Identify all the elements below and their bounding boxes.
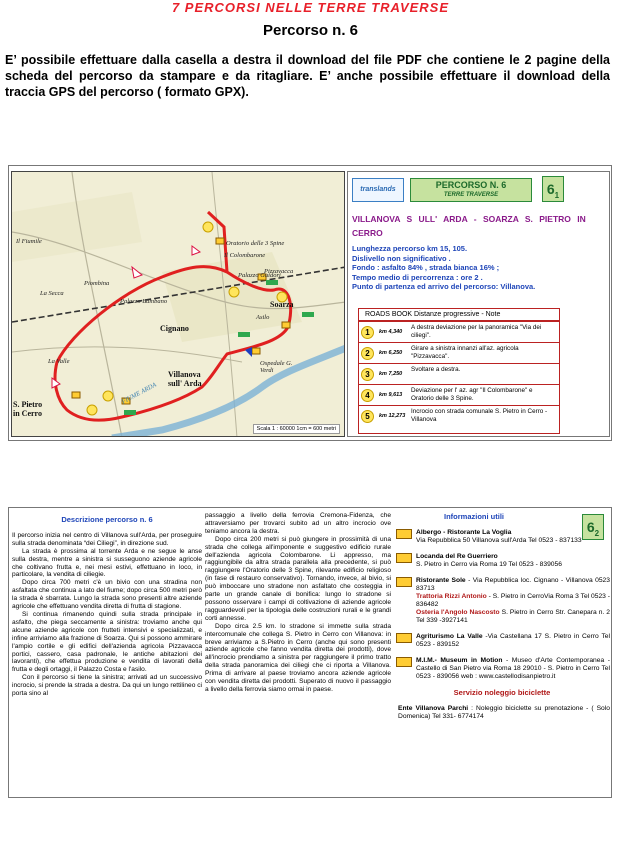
step-km: km 7,250 xyxy=(379,371,403,377)
service-name: Ristorante Sole xyxy=(416,576,466,584)
route-theme: TERRE TRAVERSE xyxy=(443,192,499,198)
services-title: Informazioni utili xyxy=(444,512,504,521)
restaurant-icon xyxy=(396,577,412,587)
bike-rental-details: : Noleggio biciclette su prenotazione - ( Solo Domenica) Tel 331- 6774174 xyxy=(398,704,610,720)
stat-surface: Fondo : asfalto 84% , strada bianca 16% ; xyxy=(352,263,500,272)
road-step xyxy=(359,405,559,426)
step-desc: Deviazione per l' az. agr "Il Colombarone" e Oratorio delle 3 Spine. xyxy=(411,387,533,402)
description-paragraph: La strada è prossima al torrente Arda e ne segue le anse sulla destra, mentre a sinistra si susseguono aziende agricole che coltivano frutta e, nei mesi estivi, effettuano in loco, in particolare, la vendita di ciliegie. xyxy=(12,547,202,579)
map-label-fiumicello: Il Fiumile xyxy=(16,238,42,245)
description-paragraph: Con il percorso si tiene la sinistra; arrivati ad un successivo incrocio, si prende la strada a destra. Da qui un lungo rettilineo ci porta sino al xyxy=(12,674,202,698)
service-details: - Museo d'Arte Contemporanea - Castello di San Pietro via Roma 18 29010 - S. Pietro in Cerro Tel 0523 - 839056 web : www.castellodisanpietro.it xyxy=(416,656,610,680)
map-label-cignano: Cignano xyxy=(160,324,189,333)
service-name: M.I.M.- Museum in Motion xyxy=(416,656,503,664)
map-label-oratorio: Oratorio delle 3 Spine xyxy=(226,240,285,247)
hotel-icon xyxy=(396,529,412,539)
step-number-icon: 4 xyxy=(361,389,374,402)
step-number-icon: 3 xyxy=(361,368,374,381)
description-paragraph: Si continua rimanendo quindi sulla strada principale in asfalto, che piega seccamente a sinistra: troviamo anche qui alcune aziende agricole con frutteti intensivi e specializzati, e infine arriviamo alla frazione di Soarza. Qui si possono ammirare l'ampio cortile e gli edifici dell'azienda agricola Pizzavacca portici, cassero, casa padronale, le antiche abitazioni dei lavoranti), che effettua produzione e vendita di lavorati della frutta e degli ortaggi, il Palazzo Costa e l'asilo. xyxy=(12,610,202,674)
map-label-colombarone: Il Colombarone xyxy=(224,252,266,259)
route-sheet-page-1[interactable] xyxy=(8,165,612,441)
service-details: S. Pietro in Cerro Str. Canepara n. 2 Tel 339 -3927141 xyxy=(416,608,611,624)
description-column-2 xyxy=(205,508,391,694)
map-label-palazzo-bambano: Palazzo Bambano xyxy=(120,298,168,305)
service-item xyxy=(394,553,610,569)
roads-book-title: ROADS BOOK Distanze progressive - Note xyxy=(359,309,559,321)
service-details: - S. Pietro in CerroVia Roma 3 Tel 0523 - 836482 xyxy=(416,592,610,608)
service-item xyxy=(394,633,610,649)
map-label-palazzo-guidori: Palazzo Guidori xyxy=(238,272,281,279)
route-info-panel xyxy=(347,171,610,437)
roads-book xyxy=(358,308,560,434)
route-places: VILLANOVA S ULL' ARDA - SOARZA S. PIETRO IN CERRO xyxy=(352,214,586,238)
step-km: km 9,613 xyxy=(379,392,403,398)
map-label-la-secca: La Secca xyxy=(40,290,64,297)
service-name: Trattoria Rizzi Antonio xyxy=(416,592,487,600)
road-step xyxy=(359,363,559,384)
intro-text: E’ possibile effettuare dalla casella a destra il download del file PDF che contiene le 2 pagine della scheda del percorso da stampare e da ritagliare. E’ anche possibile effettuare il download della traccia GPS del percorso ( formato GPX). xyxy=(5,53,610,99)
bike-rental-name: Ente Villanova Parchi xyxy=(398,704,469,712)
map-label-villanova: Villanova sull' Arda xyxy=(168,370,202,388)
page-badge-1: $6_1$ xyxy=(542,176,564,202)
description-paragraph: Il percorso inizia nel centro di Villanova sull'Arda, per proseguire sulla strada denominata “dei Ciliegi”, in direzione sud. xyxy=(12,531,202,547)
farmhouse-icon xyxy=(396,633,412,643)
route-stats xyxy=(352,244,607,292)
map-label-pizzavacca: Pizzavacca xyxy=(264,268,294,275)
step-km: km 6,250 xyxy=(379,350,403,356)
map-label-fiume-arda: FIUME ARDA xyxy=(120,381,158,406)
service-item xyxy=(394,529,610,545)
description-title: Descrizione percorso n. 6 xyxy=(61,515,153,524)
map-drawing xyxy=(12,172,345,437)
route-subtitle: Percorso n. 6 xyxy=(262,22,359,39)
map-scale: Scala 1 : 60000 1cm = 600 metri xyxy=(253,424,340,434)
map-label-ospedale: Ospedale G. Verdi xyxy=(260,360,293,374)
description-paragraph: Dopo circa 200 metri si può giungere in prossimità di una strada che collega all'imponente e suggestivo edificio rurale dell'azienda agricola Colombarone. Li appresso, ma raggiungibile da altra strada parallela alla precedente, si può raggiungere l'Oratorio delle 3 Spine, rilevante edificio religioso (in fase di restauro conservativo). Tornando, invece, al bivio, si può imboccare uno stradone non asfaltato che costeggia in parte un grande canale di bonifica: lungo lo stradone si possono osservare i campi di coltivazione di aziende agricole ragguardevoli per la tipologia delle costruzioni rurali e le grandi corti annesse. xyxy=(205,535,391,622)
service-name: Osteria l'Angolo Nascosto xyxy=(416,608,500,616)
map-label-soarza: Soarza xyxy=(270,300,294,309)
road-step xyxy=(359,384,559,405)
inn-icon xyxy=(396,553,412,563)
map-label-san-pietro: S. Pietro in Cerro xyxy=(13,400,43,418)
service-details: Via Repubblica 50 Villanova sull'Arda Tel 0523 - 837133 xyxy=(416,536,582,544)
road-step xyxy=(359,342,559,363)
translands-logo: translands xyxy=(352,178,404,202)
step-desc: Girare a sinistra innanzi all'az. agricola "Pizzavacca". xyxy=(411,345,519,360)
service-item xyxy=(394,657,610,681)
step-number-icon: 2 xyxy=(361,347,374,360)
step-desc: A destra deviazione per la panoramica "Via dei ciliegi". xyxy=(411,324,542,339)
service-item xyxy=(394,577,610,625)
services-column xyxy=(394,508,610,729)
road-step xyxy=(359,321,559,342)
route-title: PERCORSO N. 6 xyxy=(435,180,507,190)
bike-rental-title: Servizio noleggio biciclette xyxy=(453,687,551,697)
page-badge-2: $6_2$ xyxy=(582,514,604,540)
route-map xyxy=(11,171,345,437)
step-desc: Svoltare a destra. xyxy=(411,366,461,373)
series-title: 7 PERCORSI NELLE TERRE TRAVERSE xyxy=(171,0,450,15)
step-number-icon: 1 xyxy=(361,326,374,339)
route-sheet-page-2[interactable] xyxy=(8,507,612,798)
service-details: - Via Repubblica loc. Cignano - Villanova 0523 83713 xyxy=(416,576,610,592)
description-paragraph: Dopo circa 2.5 km. lo stradone si immette sulla strada intercomunale che collega S. Pietro in Cerro con Villanova: in breve arriviamo a S.Pietro in Cerro (anche qui sono presenti aziende agricole che fanno vendita diretta dei prodotti), dove all'incrocio prendiamo a sinistra per raggiungere il primo tratto della strada panoramica dei ciliegi che ci riporta a Villanova. Prima di arrivare al paese troviamo ancora aziende agricole con vendita diretta dei prodotti. Superato di nuovo il passaggio a livello della ferrovia siamo ormai in paese. xyxy=(205,622,391,693)
service-name: Albergo - Ristorante La Voglia xyxy=(416,528,512,536)
step-km: km 4,340 xyxy=(379,329,403,335)
step-number-icon: 5 xyxy=(361,410,374,423)
stat-length: Lunghezza percorso km 15, 105. xyxy=(352,244,468,253)
map-label-piombina: Piombina xyxy=(84,280,110,287)
stat-elevation: Dislivello non significativo . xyxy=(352,253,451,263)
step-desc: Incrocio con strada comunale S. Pietro in Cerro - Villanova xyxy=(411,408,548,423)
service-details: S. Pietro in Cerro via Roma 19 Tel 0523 - 839056 xyxy=(416,560,562,568)
stat-time: Tempo medio di percorrenza : ore 2 . xyxy=(352,272,483,282)
step-km: km 12,273 xyxy=(379,413,406,419)
route-title-box xyxy=(410,178,532,202)
map-label-la-valle: La Valle xyxy=(48,358,70,365)
service-details: -Via Castellana 17 S. Pietro in Cerro Tel 0523 - 839152 xyxy=(416,632,610,648)
service-name: Locanda del Re Guerriero xyxy=(416,552,498,560)
description-paragraph: Dopo circa 700 metri c'è un bivio con una stradina non asfaltata che continua a lato del fiume; dopo circa 500 metri però la strada è sbarrata. Lungo la strada sono presenti altre aziende agricole che effettuano vendita diretta di frutta di stagione. xyxy=(12,579,202,611)
description-column-1 xyxy=(12,508,202,698)
bike-rental-item xyxy=(394,705,610,721)
description-paragraph: passaggio a livello della ferrovia Cremona-Fidenza, che attraversiamo per trovarci subito ad un altro incrocio ove teniamo ancora la destra. xyxy=(205,512,391,535)
museum-icon xyxy=(396,657,412,667)
map-label-asilo: Asilo xyxy=(256,314,270,321)
stat-start: Punto di partenza ed arrivo del percorso: Villanova. xyxy=(352,282,536,291)
service-name: Agriturismo La Valle xyxy=(416,632,483,640)
